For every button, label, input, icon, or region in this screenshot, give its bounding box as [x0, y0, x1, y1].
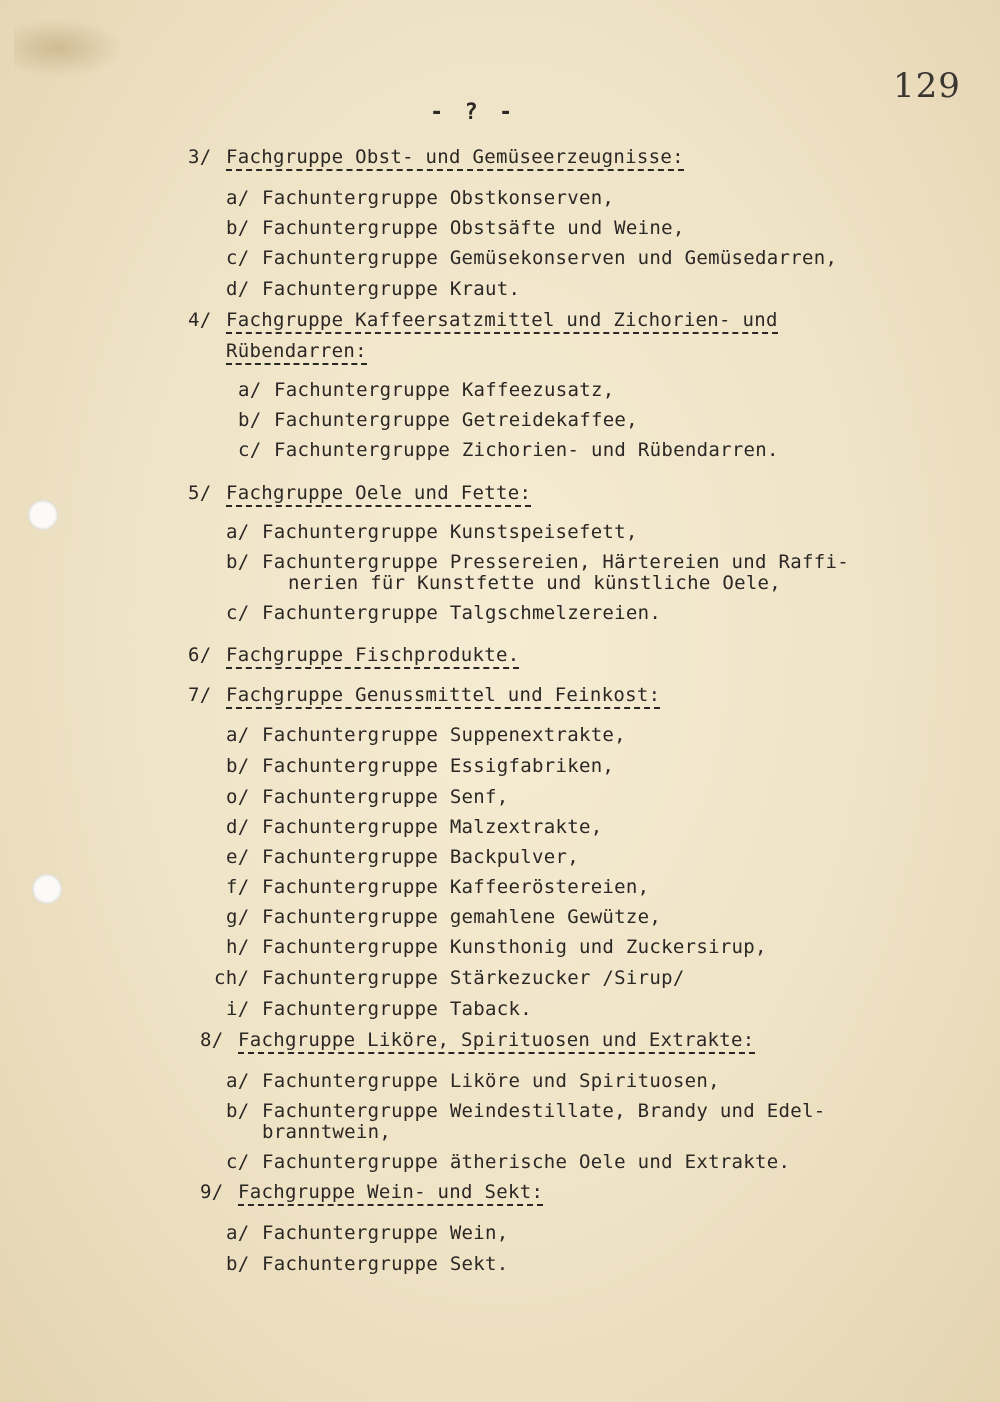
punch-hole	[32, 874, 62, 904]
item-text-continued: branntwein,	[262, 1121, 392, 1143]
item-text: Fachuntergruppe ätherische Oele und Extrakte.	[262, 1151, 791, 1173]
section-heading: Fachgruppe Oele und Fette:	[226, 484, 531, 507]
section-heading: Fachgruppe Liköre, Spirituosen und Extrakte:	[238, 1031, 755, 1054]
section-heading-continued: Rübendarren:	[226, 342, 367, 365]
item-letter: a/	[226, 521, 250, 543]
item-text: Fachuntergruppe Senf,	[262, 786, 509, 808]
item-letter: ch/	[214, 967, 250, 989]
item-letter: c/	[226, 602, 250, 624]
section-number: 4/	[188, 309, 212, 331]
item-letter: b/	[238, 409, 262, 431]
item-text: Fachuntergruppe Pressereien, Härtereien und Raffi-	[262, 551, 849, 573]
item-text: Fachuntergruppe Sekt.	[262, 1253, 509, 1275]
item-letter: i/	[226, 998, 250, 1020]
section-heading: Fachgruppe Wein- und Sekt:	[238, 1183, 543, 1206]
item-text: Fachuntergruppe Suppenextrakte,	[262, 724, 626, 746]
item-text: Fachuntergruppe Getreidekaffee,	[274, 409, 638, 431]
item-text: Fachuntergruppe Taback.	[262, 998, 532, 1020]
item-letter: b/	[226, 1253, 250, 1275]
item-letter: c/	[226, 247, 250, 269]
item-letter: d/	[226, 278, 250, 300]
item-text: Fachuntergruppe Weindestillate, Brandy und Edel-	[262, 1100, 826, 1122]
item-letter: b/	[226, 217, 250, 239]
item-letter: d/	[226, 816, 250, 838]
punch-hole	[28, 500, 58, 530]
item-letter: o/	[226, 786, 250, 808]
section-number: 5/	[188, 482, 212, 504]
section-heading: Fachgruppe Fischprodukte.	[226, 646, 519, 669]
item-letter: a/	[226, 187, 250, 209]
section-heading: Fachgruppe Kaffeersatzmittel und Zichorien- und	[226, 311, 778, 334]
section-number: 7/	[188, 684, 212, 706]
item-letter: g/	[226, 906, 250, 928]
item-text: Fachuntergruppe Kunstspeisefett,	[262, 521, 638, 543]
item-text: Fachuntergruppe Obstkonserven,	[262, 187, 615, 209]
item-text: Fachuntergruppe gemahlene Gewütze,	[262, 906, 662, 928]
section-number: 3/	[188, 146, 212, 168]
paper-stain	[14, 18, 124, 78]
section-number: 8/	[200, 1029, 224, 1051]
item-text: Fachuntergruppe Gemüsekonserven und Gemüsedarren,	[262, 247, 838, 269]
item-text: Fachuntergruppe Backpulver,	[262, 846, 579, 868]
item-letter: c/	[238, 439, 262, 461]
section-heading: Fachgruppe Obst- und Gemüseerzeugnisse:	[226, 148, 684, 171]
item-text: Fachuntergruppe Kaffeeröstereien,	[262, 876, 650, 898]
item-text: Fachuntergruppe Kraut.	[262, 278, 521, 300]
item-letter: a/	[226, 724, 250, 746]
item-text: Fachuntergruppe Talgschmelzereien.	[262, 602, 662, 624]
item-letter: b/	[226, 1100, 250, 1122]
item-text: Fachuntergruppe Liköre und Spirituosen,	[262, 1070, 720, 1092]
item-text: Fachuntergruppe Malzextrakte,	[262, 816, 603, 838]
item-text: Fachuntergruppe Kunsthonig und Zuckersirup,	[262, 936, 767, 958]
item-letter: h/	[226, 936, 250, 958]
item-letter: a/	[226, 1222, 250, 1244]
page-number: - ? -	[430, 100, 517, 125]
item-letter: b/	[226, 755, 250, 777]
item-letter: a/	[226, 1070, 250, 1092]
item-text: Fachuntergruppe Essigfabriken,	[262, 755, 615, 777]
item-letter: e/	[226, 846, 250, 868]
folio-number: 129	[893, 66, 961, 106]
item-text: Fachuntergruppe Zichorien- und Rübendarren.	[274, 439, 779, 461]
item-text-continued: nerien für Kunstfette und künstliche Oele,	[288, 572, 782, 594]
item-letter: b/	[226, 551, 250, 573]
section-number: 9/	[200, 1181, 224, 1203]
item-letter: c/	[226, 1151, 250, 1173]
item-text: Fachuntergruppe Obstsäfte und Weine,	[262, 217, 685, 239]
item-text: Fachuntergruppe Stärkezucker /Sirup/	[262, 967, 685, 989]
item-text: Fachuntergruppe Kaffeezusatz,	[274, 379, 615, 401]
item-text: Fachuntergruppe Wein,	[262, 1222, 509, 1244]
section-heading: Fachgruppe Genussmittel und Feinkost:	[226, 686, 660, 709]
section-number: 6/	[188, 644, 212, 666]
item-letter: a/	[238, 379, 262, 401]
item-letter: f/	[226, 876, 250, 898]
